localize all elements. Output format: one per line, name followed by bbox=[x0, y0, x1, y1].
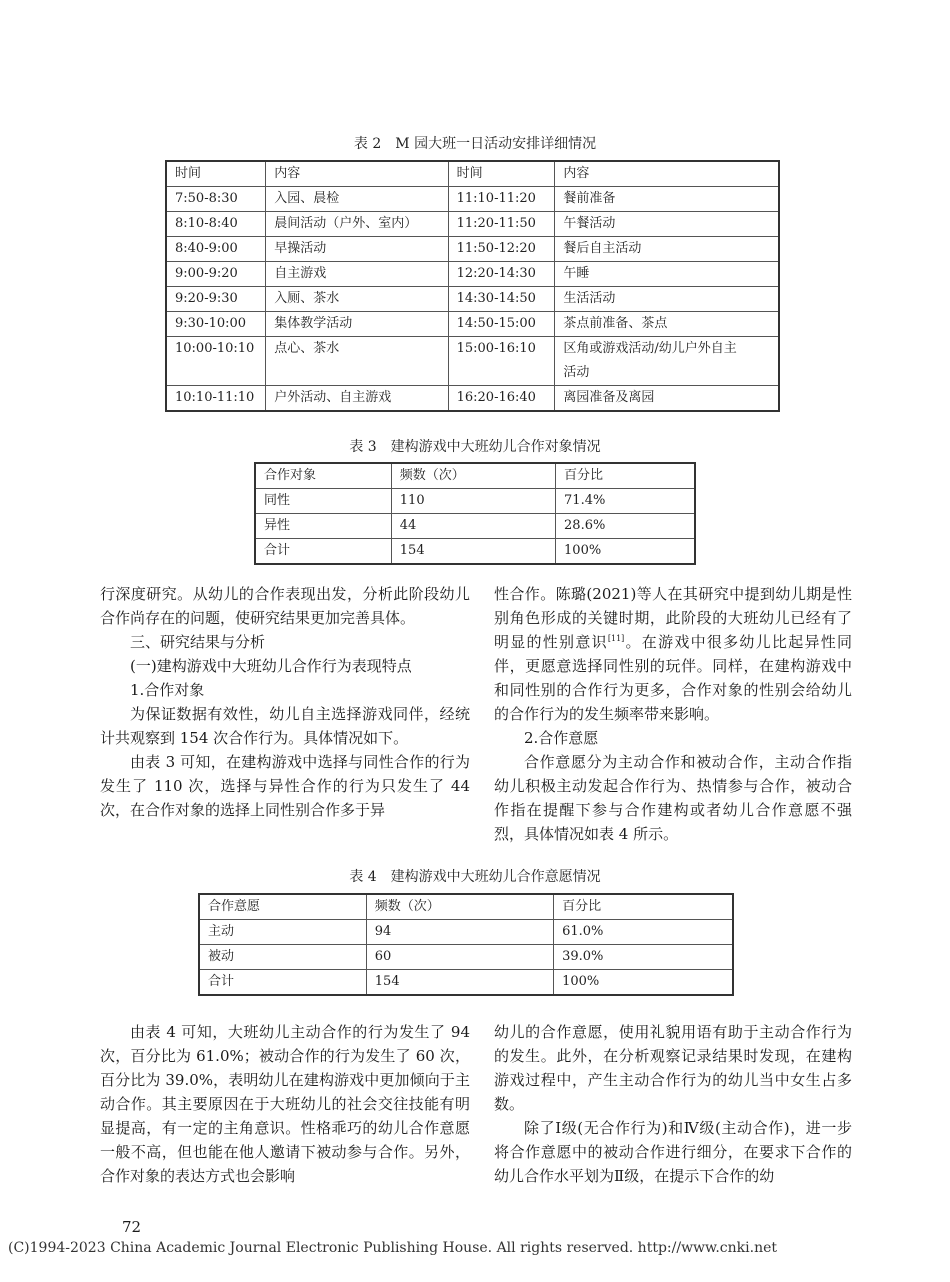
table-cell: 11:20-11:50 bbox=[448, 212, 555, 237]
section1-right-column bbox=[494, 582, 852, 846]
table-cell: 晨间活动（户外、室内） bbox=[266, 212, 448, 237]
table-cell: 集体教学活动 bbox=[266, 312, 448, 337]
table-cell bbox=[555, 337, 779, 386]
table-row bbox=[166, 287, 779, 312]
table-cell: 61.0% bbox=[554, 920, 733, 945]
section2-left-column bbox=[100, 1020, 470, 1188]
table-cell: 时间 bbox=[448, 161, 555, 187]
table-cell: 9:20-9:30 bbox=[166, 287, 266, 312]
table-cell: 餐前准备 bbox=[555, 187, 779, 212]
paragraph: 除了Ⅰ级(无合作行为)和Ⅳ级(主动合作)，进一步将合作意愿中的被动合作进行细分，在要求下合作的幼儿合作水平划为Ⅱ级，在提示下合作的幼 bbox=[494, 1119, 852, 1185]
table-row bbox=[199, 945, 733, 970]
table-cell: 异性 bbox=[255, 514, 391, 539]
table-cell: 频数（次） bbox=[391, 463, 555, 489]
table4-caption: 表 4 建构游戏中大班幼儿合作意愿情况 bbox=[349, 869, 601, 885]
table-cell: 合作对象 bbox=[255, 463, 391, 489]
table-header-row bbox=[166, 161, 779, 187]
table-cell: 71.4% bbox=[556, 489, 695, 514]
cell-text: 区角或游戏活动/幼儿户外自主 bbox=[563, 341, 737, 356]
subsection-heading: 1.合作对象 bbox=[130, 681, 205, 699]
paragraph: 合作意愿分为主动合作和被动合作，主动合作指幼儿积极主动发起合作行为、热情参与合作，被动合作指在提醒下参与合作建构或者幼儿合作意愿不强烈，具体情况如表 4 所示。 bbox=[494, 753, 852, 843]
table-cell: 39.0% bbox=[554, 945, 733, 970]
table-cell: 14:50-15:00 bbox=[448, 312, 555, 337]
table-cell: 12:20-14:30 bbox=[448, 262, 555, 287]
table-row bbox=[166, 312, 779, 337]
table3-caption: 表 3 建构游戏中大班幼儿合作对象情况 bbox=[349, 439, 601, 455]
table-row bbox=[166, 386, 779, 412]
table-cell: 同性 bbox=[255, 489, 391, 514]
citation: [11] bbox=[607, 634, 625, 643]
table-row bbox=[255, 489, 695, 514]
table-cell: 110 bbox=[391, 489, 555, 514]
table-cell: 合计 bbox=[255, 539, 391, 565]
paragraph: 行深度研究。从幼儿的合作表现出发，分析此阶段幼儿合作尚存在的问题，使研究结果更加完善具体。 bbox=[100, 585, 470, 627]
table-cell: 60 bbox=[366, 945, 553, 970]
section1-left-column bbox=[100, 582, 470, 822]
table4 bbox=[198, 893, 734, 996]
table-cell: 入园、晨检 bbox=[266, 187, 448, 212]
table-cell: 28.6% bbox=[556, 514, 695, 539]
table-cell: 内容 bbox=[266, 161, 448, 187]
table-row bbox=[166, 262, 779, 287]
table-cell: 餐后自主活动 bbox=[555, 237, 779, 262]
subsection-heading: (一)建构游戏中大班幼儿合作行为表现特点 bbox=[130, 657, 412, 675]
table-cell: 14:30-14:50 bbox=[448, 287, 555, 312]
table-cell: 茶点前准备、茶点 bbox=[555, 312, 779, 337]
table-header-row bbox=[199, 894, 733, 920]
table-cell: 合计 bbox=[199, 970, 366, 996]
page-number: 72 bbox=[122, 1218, 142, 1236]
table-cell: 百分比 bbox=[556, 463, 695, 489]
table-cell: 内容 bbox=[555, 161, 779, 187]
table-cell: 11:50-12:20 bbox=[448, 237, 555, 262]
table-cell: 主动 bbox=[199, 920, 366, 945]
table-cell: 9:00-9:20 bbox=[166, 262, 266, 287]
table2-caption: 表 2 M 园大班一日活动安排详细情况 bbox=[353, 136, 597, 152]
section-heading: 三、研究结果与分析 bbox=[130, 633, 266, 651]
table-cell: 94 bbox=[366, 920, 553, 945]
table-cell: 10:10-11:10 bbox=[166, 386, 266, 412]
table-cell: 离园准备及离园 bbox=[555, 386, 779, 412]
table-cell: 8:40-9:00 bbox=[166, 237, 266, 262]
table-header-row bbox=[255, 463, 695, 489]
table-cell: 10:00-10:10 bbox=[166, 337, 266, 386]
table-cell: 合作意愿 bbox=[199, 894, 366, 920]
table-cell: 午睡 bbox=[555, 262, 779, 287]
table-cell: 7:50-8:30 bbox=[166, 187, 266, 212]
paragraph: 由表 3 可知，在建构游戏中选择与同性合作的行为发生了 110 次，选择与异性合作的行为只发生了 44 次，在合作对象的选择上同性别合作多于异 bbox=[100, 753, 470, 819]
table-row bbox=[166, 337, 779, 386]
table-cell: 11:10-11:20 bbox=[448, 187, 555, 212]
table-row bbox=[255, 514, 695, 539]
copyright-footer: (C)1994-2023 China Academic Journal Electronic Publishing House. All rights reserved. http://www.cnki.net bbox=[8, 1240, 778, 1256]
table-cell: 100% bbox=[554, 970, 733, 996]
cell-text-continued: 活动 bbox=[563, 365, 590, 380]
table-row bbox=[166, 237, 779, 262]
table-row bbox=[255, 539, 695, 565]
table-cell: 154 bbox=[366, 970, 553, 996]
subsection-heading: 2.合作意愿 bbox=[524, 729, 599, 747]
table-cell: 8:10-8:40 bbox=[166, 212, 266, 237]
table-cell: 频数（次） bbox=[366, 894, 553, 920]
section2-right-column bbox=[494, 1020, 852, 1188]
table-cell: 午餐活动 bbox=[555, 212, 779, 237]
table-cell: 15:00-16:10 bbox=[448, 337, 555, 386]
table-cell: 100% bbox=[556, 539, 695, 565]
table2 bbox=[165, 160, 780, 412]
table-cell: 44 bbox=[391, 514, 555, 539]
table-cell: 百分比 bbox=[554, 894, 733, 920]
table-cell: 时间 bbox=[166, 161, 266, 187]
table-cell: 被动 bbox=[199, 945, 366, 970]
paragraph: 由表 4 可知，大班幼儿主动合作的行为发生了 94 次，百分比为 61.0%；被动合作的行为发生了 60 次，百分比为 39.0%，表明幼儿在建构游戏中更加倾向于主动合作。其主要原因在于大班幼儿的社会交往技能有明显提高，有一定的主角意识。性格乖巧的幼儿合作意愿一般不高，但也能在他人邀请下被动参与合作。另外，合作对象的表达方式也会影响 bbox=[100, 1023, 470, 1185]
table-row bbox=[199, 970, 733, 996]
paragraph: 为保证数据有效性，幼儿自主选择游戏同伴，经统计共观察到 154 次合作行为。具体情况如下。 bbox=[100, 705, 470, 747]
table-cell: 16:20-16:40 bbox=[448, 386, 555, 412]
table-row bbox=[166, 187, 779, 212]
table-cell: 生活活动 bbox=[555, 287, 779, 312]
table-cell: 入厕、茶水 bbox=[266, 287, 448, 312]
table-cell: 自主游戏 bbox=[266, 262, 448, 287]
table3 bbox=[254, 462, 696, 565]
table-cell: 154 bbox=[391, 539, 555, 565]
table-row bbox=[166, 212, 779, 237]
paragraph: 性合作。陈璐(2021)等人在其研究中提到幼儿期是性别角色形成的关键时期，此阶段的大班幼儿已经有了明显的性别意识[11]。在游戏中很多幼儿比起异性同伴，更愿意选择同性别的玩伴。同样，在建构游戏中和同性别的合作行为更多，合作对象的性别会给幼儿的合作行为的发生频率带来影响。 bbox=[494, 585, 852, 723]
table-cell: 9:30-10:00 bbox=[166, 312, 266, 337]
table-cell: 早操活动 bbox=[266, 237, 448, 262]
table-cell: 户外活动、自主游戏 bbox=[266, 386, 448, 412]
table-row bbox=[199, 920, 733, 945]
table-cell: 点心、茶水 bbox=[266, 337, 448, 386]
paragraph: 幼儿的合作意愿，使用礼貌用语有助于主动合作行为的发生。此外，在分析观察记录结果时发现，在建构游戏过程中，产生主动合作行为的幼儿当中女生占多数。 bbox=[494, 1023, 852, 1113]
